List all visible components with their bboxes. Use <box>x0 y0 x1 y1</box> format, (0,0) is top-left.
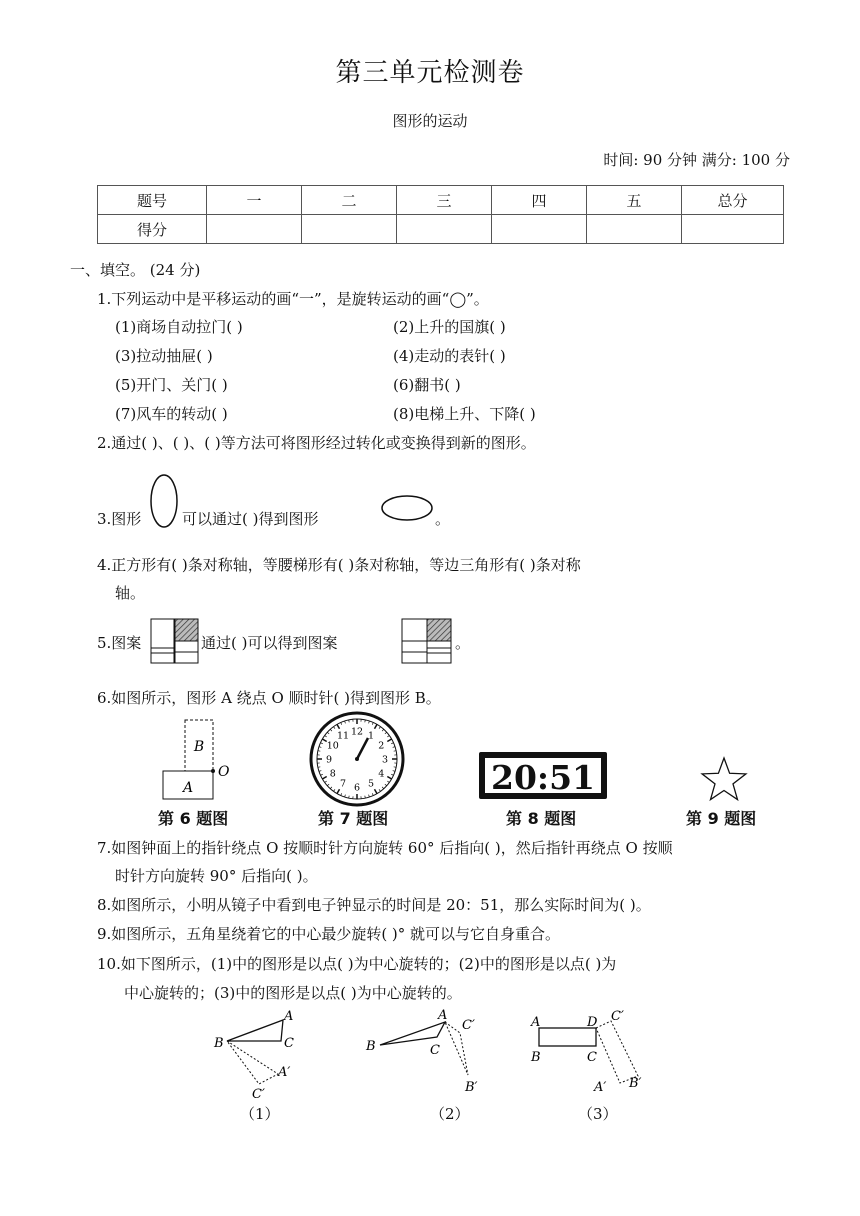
clock-number: 7 <box>339 778 347 790</box>
table-cell: 题号 <box>98 186 207 215</box>
question-5-part3: 。 <box>455 634 471 652</box>
pattern-figure-after <box>401 618 453 665</box>
question-1-item: (8)电梯上升、下降( ) <box>393 405 536 423</box>
label: D <box>587 1015 598 1030</box>
score-cell[interactable] <box>397 215 492 244</box>
clock-face-figure <box>309 711 405 807</box>
digital-clock-display: 20:51 <box>490 758 596 797</box>
label: C <box>284 1036 294 1051</box>
question-1-item: (6)翻书( ) <box>393 376 461 394</box>
question-1-stem: 1.下列运动中是平移运动的画“一”，是旋转运动的画“◯”。 <box>97 290 489 308</box>
score-cell[interactable] <box>587 215 682 244</box>
table-cell: 二 <box>302 186 397 215</box>
time-score-info: 时间: 90 分钟 满分: 100 分 <box>603 151 790 169</box>
question-5-part2: 通过( )可以得到图案 <box>201 634 338 652</box>
page-title: 第三单元检测卷 <box>335 58 525 88</box>
question-4-line1: 4.正方形有( )条对称轴，等腰梯形有( )条对称轴，等边三角形有( )条对称 <box>97 556 581 574</box>
question-1-item: (2)上升的国旗( ) <box>393 318 506 336</box>
question-5-part1: 5.图案 <box>97 634 142 652</box>
clock-number: 6 <box>353 782 361 794</box>
label: A′ <box>594 1080 607 1095</box>
score-table-header-row <box>98 186 784 215</box>
rotation-figure-3-caption: （3） <box>578 1105 618 1123</box>
question-1-item: (7)风车的转动( ) <box>115 405 228 423</box>
question-4-line2: 轴。 <box>115 584 146 602</box>
table-cell: 三 <box>397 186 492 215</box>
label: C <box>587 1050 597 1065</box>
page-subtitle: 图形的运动 <box>392 112 468 130</box>
score-table <box>97 185 784 244</box>
question-1-item: (3)拉动抽屉( ) <box>115 347 213 365</box>
pattern-figure-before <box>150 618 200 665</box>
label: C′ <box>611 1009 624 1024</box>
question-3-part1: 3.图形 <box>97 510 142 528</box>
question-6: 6.如图所示，图形 A 绕点 O 顺时针( )得到图形 B。 <box>97 689 441 707</box>
table-cell: 一 <box>207 186 302 215</box>
rotation-figure-3 <box>525 1005 655 1100</box>
clock-number: 10 <box>326 740 339 752</box>
figure-6-caption: 第 6 题图 <box>158 809 229 828</box>
label-a: A <box>182 780 194 796</box>
label: B′ <box>629 1076 642 1091</box>
question-3-part2: 可以通过( )得到图形 <box>182 510 319 528</box>
question-1-item: (4)走动的表针( ) <box>393 347 506 365</box>
clock-number: 9 <box>325 754 333 766</box>
rotation-figure-2-caption: （2） <box>430 1105 470 1123</box>
score-cell[interactable] <box>492 215 587 244</box>
clock-number: 12 <box>350 726 364 738</box>
vertical-ellipse-figure <box>148 472 180 530</box>
table-cell: 五 <box>587 186 682 215</box>
table-cell: 四 <box>492 186 587 215</box>
figure-9-caption: 第 9 题图 <box>686 809 757 828</box>
star-figure <box>697 754 751 804</box>
question-7-line1: 7.如图钟面上的指针绕点 O 按顺时针方向旋转 60° 后指向( )，然后指针再绕点 O 按顺 <box>97 839 673 857</box>
digital-clock-figure <box>478 751 608 801</box>
question-7-line2: 时针方向旋转 90° 后指向( )。 <box>115 867 318 885</box>
question-1-item: (5)开门、关门( ) <box>115 376 228 394</box>
label: B′ <box>465 1080 478 1095</box>
label: A <box>531 1015 541 1030</box>
score-cell[interactable] <box>207 215 302 244</box>
label: A′ <box>278 1065 291 1080</box>
label: C <box>430 1043 440 1058</box>
rotation-figure-1 <box>210 1005 300 1105</box>
horizontal-ellipse-figure <box>380 494 434 522</box>
label: C′ <box>252 1087 265 1102</box>
clock-number: 11 <box>336 730 350 742</box>
clock-number: 5 <box>367 778 375 790</box>
table-cell: 总分 <box>682 186 784 215</box>
clock-number: 8 <box>329 768 336 780</box>
question-3-part3: 。 <box>435 510 451 528</box>
label-o: O <box>218 764 230 780</box>
score-table-score-row <box>98 215 784 244</box>
figure-7-caption: 第 7 题图 <box>318 809 389 828</box>
score-cell[interactable] <box>302 215 397 244</box>
question-1-item: (1)商场自动拉门( ) <box>115 318 243 336</box>
label: A <box>438 1008 448 1023</box>
score-cell[interactable] <box>682 215 784 244</box>
question-10-line1: 10.如下图所示，(1)中的图形是以点( )为中心旋转的；(2)中的图形是以点( )为 <box>97 955 617 973</box>
question-10-line2: 中心旋转的；(3)中的图形是以点( )为中心旋转的。 <box>124 984 462 1002</box>
clock-number: 2 <box>378 740 385 752</box>
question-2: 2.通过( )、( )、( )等方法可将图形经过转化或变换得到新的图形。 <box>97 434 536 452</box>
label: B <box>214 1036 224 1051</box>
label: A <box>284 1009 294 1024</box>
label: B <box>531 1050 541 1065</box>
question-9: 9.如图所示，五角星绕着它的中心最少旋转( )° 就可以与它自身重合。 <box>97 925 561 943</box>
label: B <box>366 1039 376 1054</box>
clock-number: 4 <box>378 768 385 780</box>
section-heading: 一、填空。 (24 分) <box>70 261 201 279</box>
label: C′ <box>462 1018 475 1033</box>
rotation-figure-2 <box>360 1005 490 1100</box>
question-8: 8.如图所示，小明从镜子中看到电子钟显示的时间是 20：51，那么实际时间为( )。 <box>97 896 651 914</box>
rotation-figure-1-caption: （1） <box>240 1105 280 1123</box>
table-cell: 得分 <box>98 215 207 244</box>
label-b: B <box>193 739 205 755</box>
clock-number: 1 <box>367 730 375 742</box>
figure-6-diagram <box>155 712 245 804</box>
clock-number: 3 <box>381 754 389 766</box>
figure-8-caption: 第 8 题图 <box>506 809 577 828</box>
